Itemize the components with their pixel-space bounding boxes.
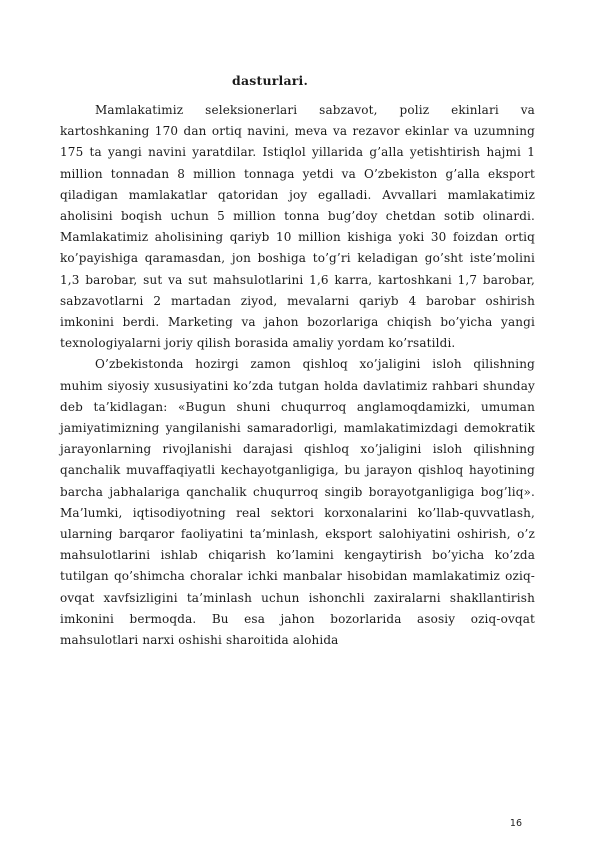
paragraph-2: O’zbekistonda hozirgi zamon qishloq xo’jaligini isloh qilishning muhim siyosiy xususiyatini ko’zda tutgan holda davlatimiz rahbari shunday deb ta’kidlagan: «Bugun shuni chuqurroq anglamoqdamizki, umuman jamiyatimizning yangilanishi samaradorligi, mamlakatimizdagi demokratik jarayonlarning rivojlanishi darajasi qishloq xo’jaligini isloh qilishning qanchalik muvaffaqiyatli kechayotganligiga, bu jarayon qishloq hayotining barcha jabhalariga qanchalik chuqurroq singib borayotganligiga bog’liq». Ma’lumki, iqtisodiyotning real sektori korxonalarini ko’llab-quvvatlash, ularning barqaror faoliyatini ta’minlash, eksport salohiyatini oshirish, o’z mahsulotlarini ishlab chiqarish ko’lamini kengaytirish bo’yicha ko’zda tutilgan qo’shimcha choralar ichki manbalar hisobidan mamlakatimiz oziq-ovqat xavfsizligini ta’minlash uchun ishonchli zaxiralarni shakllantirish imkonini bermoqda. Bu esa jahon bozorlarida asosiy oziq-ovqat mahsulotlari narxi oshishi sharoitida alohida: [60, 357, 535, 648]
body-text: [60, 100, 535, 651]
section-heading: dasturlari.: [232, 73, 309, 88]
page-number: 16: [509, 818, 522, 829]
paragraph-1: Mamlakatimiz seleksionerlari sabzavot, poliz ekinlari va kartoshkaning 170 dan ortiq navini, meva va rezavor ekinlar va uzumning 175 ta yangi navini yaratdilar. Istiqlol yillarida g’alla yetishtirish hajmi 1 million tonnadan 8 million tonnaga yetdi va O’zbekiston g’alla eksport qiladigan mamlakatlar qatoridan joy egalladi. Avvallari mamlakatimiz aholisini boqish uchun 5 million tonna bug’doy chetdan sotib olinardi. Mamlakatimiz aholisining qariyb 10 million kishiga yoki 30 foizdan ortiq ko’payishiga qaramasdan, jon boshiga to’g’ri keladigan go’sht iste’molini 1,3 barobar, sut va sut mahsulotlarini 1,6 karra, kartoshkani 1,7 barobar, sabzavotlarni 2 martadan ziyod, mevalarni qariyb 4 barobar oshirish imkonini berdi. Marketing va jahon bozorlariga chiqish bo’yicha yangi texnologiyalarni joriy qilish borasida amaliy yordam ko’rsatildi.: [60, 103, 535, 351]
